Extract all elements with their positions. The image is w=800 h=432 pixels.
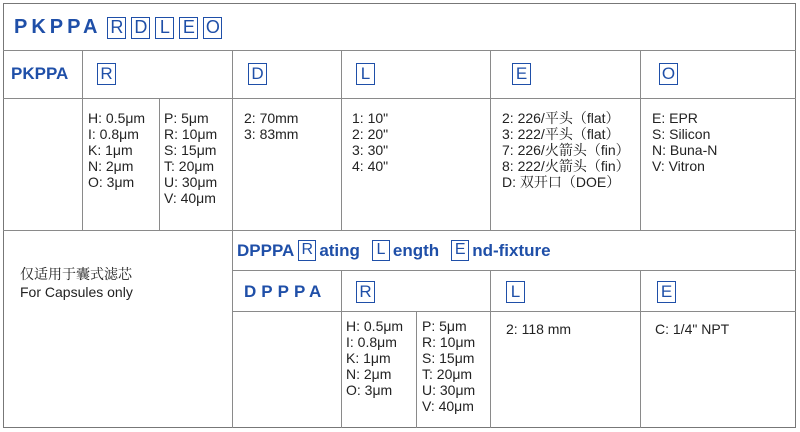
list-item: T: 20μm (422, 366, 473, 382)
dpppa-l-value: 2: 118 mm (506, 321, 572, 337)
divider (490, 270, 491, 428)
dpppa-row-label: DPPPA (244, 282, 327, 301)
subtitle-word-end-fixture: nd-fixture (472, 240, 551, 260)
pkppa-header-e: E (512, 63, 531, 85)
title-letter-o: O (203, 17, 222, 39)
list-item: V: 40μm (164, 190, 216, 206)
subtitle-word-length: ength (392, 240, 440, 260)
divider (232, 270, 796, 271)
list-item: R: 10μm (164, 126, 218, 142)
dpppa-subtitle-prefix: DPPPA (237, 240, 295, 260)
dpppa-subtitle (237, 240, 551, 261)
list-item: V: Vitron (652, 158, 705, 174)
pkppa-header-r: R (97, 63, 116, 85)
subtitle-word-rating: ating (319, 240, 360, 260)
list-item: N: Buna-N (652, 142, 718, 158)
list-item: 3: 30" (352, 142, 389, 158)
list-item: K: 1μm (346, 350, 391, 366)
list-item: 3: 83mm (244, 126, 299, 142)
subtitle-letter-e: E (451, 240, 469, 261)
divider (82, 50, 83, 230)
list-item: S: 15μm (422, 350, 475, 366)
page-title (14, 16, 227, 39)
list-item: H: 0.5μm (88, 110, 146, 126)
list-item: 2: 226/平头（flat） (502, 110, 620, 126)
list-item: U: 30μm (422, 382, 476, 398)
list-item: K: 1μm (88, 142, 133, 158)
divider (232, 311, 796, 312)
list-item: S: 15μm (164, 142, 217, 158)
list-item: T: 20μm (164, 158, 215, 174)
list-item: 2: 20" (352, 126, 389, 142)
pkppa-header-o: O (659, 63, 678, 85)
subtitle-letter-l: L (372, 240, 390, 261)
divider (3, 230, 796, 231)
list-item: N: 2μm (88, 158, 134, 174)
dpppa-header-l: L (506, 281, 525, 303)
divider (3, 98, 796, 99)
list-item: N: 2μm (346, 366, 392, 382)
list-item: I: 0.8μm (346, 334, 397, 350)
list-item: U: 30μm (164, 174, 218, 190)
pkppa-row-label: PKPPA (11, 64, 69, 83)
title-letter-l: L (155, 17, 174, 39)
dpppa-e-value: C: 1/4" NPT (655, 321, 730, 337)
list-item: O: 3μm (88, 174, 135, 190)
list-item: D: 双开口（DOE） (502, 174, 621, 190)
list-item: S: Silicon (652, 126, 711, 142)
note-en: For Capsules only (20, 284, 133, 300)
list-item: 1: 10" (352, 110, 389, 126)
divider (3, 50, 796, 51)
pkppa-header-d: D (248, 63, 267, 85)
divider (341, 50, 342, 230)
divider (159, 98, 160, 230)
list-item: 3: 222/平头（flat） (502, 126, 620, 142)
pkppa-header-l: L (356, 63, 375, 85)
list-item: O: 3μm (346, 382, 393, 398)
list-item: 2: 70mm (244, 110, 299, 126)
dpppa-header-r: R (356, 281, 375, 303)
list-item: R: 10μm (422, 334, 476, 350)
list-item: P: 5μm (422, 318, 467, 334)
list-item: P: 5μm (164, 110, 209, 126)
divider (640, 270, 641, 428)
title-letter-e: E (179, 17, 198, 39)
list-item: H: 0.5μm (346, 318, 404, 334)
list-item: E: EPR (652, 110, 698, 126)
list-item: 4: 40" (352, 158, 389, 174)
subtitle-letter-r: R (298, 240, 316, 261)
list-item: V: 40μm (422, 398, 474, 414)
list-item: 8: 222/火箭头（fin） (502, 158, 630, 174)
title-letter-d: D (131, 17, 150, 39)
title-letter-r: R (107, 17, 126, 39)
title-prefix: PKPPA (14, 16, 102, 38)
note-cn: 仅适用于囊式滤芯 (20, 266, 132, 282)
divider (232, 230, 233, 428)
divider (490, 50, 491, 230)
divider (640, 50, 641, 230)
list-item: 7: 226/火箭头（fin） (502, 142, 630, 158)
divider (341, 270, 342, 428)
list-item: I: 0.8μm (88, 126, 139, 142)
divider (232, 50, 233, 230)
dpppa-header-e: E (657, 281, 676, 303)
divider (416, 311, 417, 428)
